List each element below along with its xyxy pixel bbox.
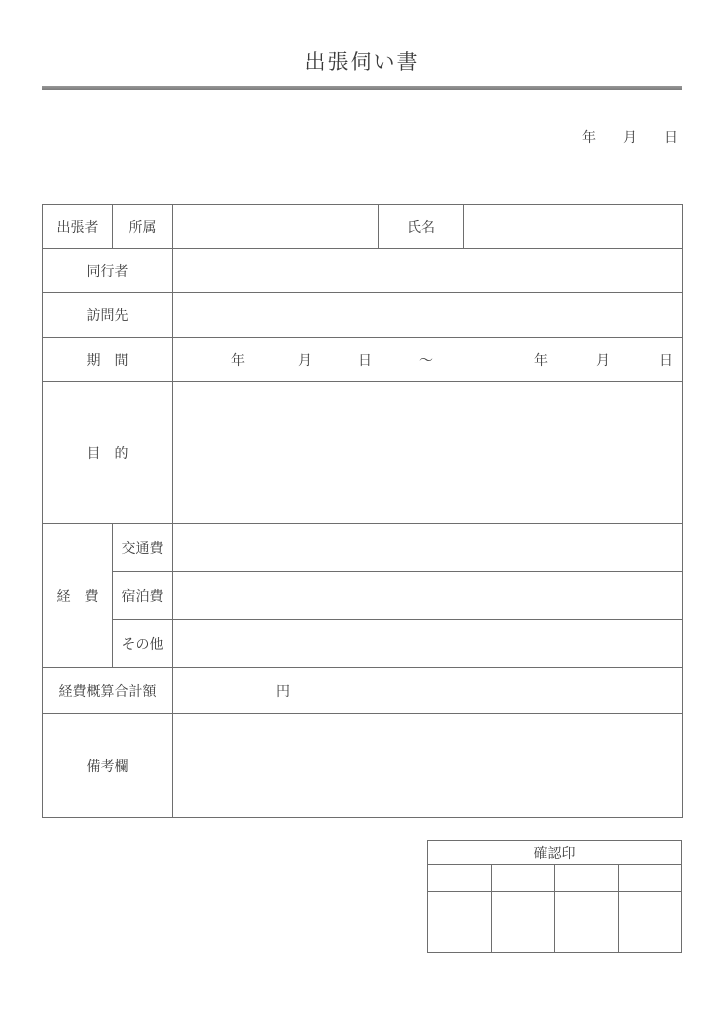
yen-unit-label: 円 (276, 682, 290, 699)
period-start-month-label: 月 (298, 351, 312, 368)
destination-label: 訪問先 (43, 293, 173, 338)
other-expense-label: その他 (113, 620, 173, 668)
total-expense-input-cell[interactable] (173, 668, 683, 714)
purpose-label: 目 的 (43, 382, 173, 524)
stamp-cell[interactable] (491, 892, 555, 953)
lodging-expense-input-cell[interactable] (173, 572, 683, 620)
period-input-cell[interactable] (173, 338, 683, 382)
remarks-input-cell[interactable] (173, 714, 683, 818)
stamp-title-cell[interactable] (428, 865, 492, 892)
purpose-input-cell[interactable] (173, 382, 683, 524)
affiliation-input-cell[interactable] (173, 205, 379, 249)
date-year-label: 年 (582, 129, 596, 145)
stamp-cell[interactable] (555, 892, 619, 953)
period-end-year-label: 年 (534, 351, 548, 368)
total-expense-label: 経費概算合計額 (43, 668, 173, 714)
transport-expense-input-cell[interactable] (173, 524, 683, 572)
date-day-label: 日 (664, 129, 678, 145)
period-end-day-label: 日 (659, 351, 673, 368)
period-start-day-label: 日 (358, 351, 372, 368)
period-end-month-label: 月 (596, 351, 610, 368)
companion-label: 同行者 (43, 249, 173, 293)
traveler-label: 出張者 (43, 205, 113, 249)
destination-input-cell[interactable] (173, 293, 683, 338)
stamp-cell[interactable] (428, 892, 492, 953)
stamp-title-cell[interactable] (618, 865, 682, 892)
other-expense-input-cell[interactable] (173, 620, 683, 668)
transport-expense-label: 交通費 (113, 524, 173, 572)
name-label: 氏名 (379, 205, 464, 249)
remarks-label: 備考欄 (43, 714, 173, 818)
approval-stamp-title: 確認印 (428, 841, 682, 865)
period-tilde-separator: ～ (419, 351, 433, 368)
date-month-label: 月 (623, 129, 637, 145)
title-divider (42, 86, 682, 90)
stamp-title-cell[interactable] (555, 865, 619, 892)
document-date-line (42, 127, 682, 147)
trip-form-table (42, 204, 683, 818)
lodging-expense-label: 宿泊費 (113, 572, 173, 620)
affiliation-label: 所属 (113, 205, 173, 249)
period-label: 期 間 (43, 338, 173, 382)
stamp-cell[interactable] (618, 892, 682, 953)
expenses-label: 経 費 (43, 524, 113, 668)
stamp-title-cell[interactable] (491, 865, 555, 892)
page-title: 出張伺い書 (304, 51, 420, 74)
approval-stamp-table (427, 840, 682, 953)
companion-input-cell[interactable] (173, 249, 683, 293)
period-start-year-label: 年 (231, 351, 245, 368)
name-input-cell[interactable] (464, 205, 683, 249)
